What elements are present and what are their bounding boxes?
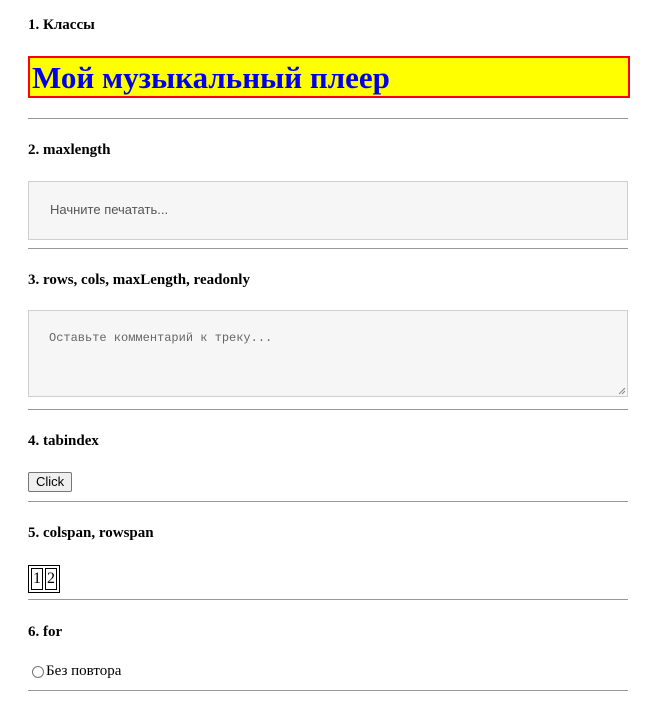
- separator: [28, 409, 628, 410]
- separator: [28, 690, 628, 691]
- separator: [28, 248, 628, 249]
- no-repeat-option[interactable]: [32, 663, 121, 680]
- player-title: Мой музыкальный плеер: [28, 56, 630, 98]
- separator: [28, 599, 628, 600]
- table-row: [31, 568, 57, 590]
- separator: [28, 118, 628, 119]
- textarea-placeholder: Оставьте комментарий к треку...: [49, 331, 273, 345]
- radio-label[interactable]: Без повтора: [46, 663, 122, 679]
- comment-textarea[interactable]: [28, 310, 628, 397]
- radio-button[interactable]: [32, 666, 44, 678]
- heading-maxlength: 2. maxlength: [28, 142, 111, 158]
- heading-colspan: 5. colspan, rowspan: [28, 525, 154, 541]
- maxlength-input[interactable]: [28, 181, 628, 240]
- heading-tabindex: 4. tabindex: [28, 433, 99, 449]
- table-cell: 1: [31, 568, 43, 590]
- heading-textarea: 3. rows, cols, maxLength, readonly: [28, 272, 250, 288]
- heading-for: 6. for: [28, 624, 63, 640]
- input-placeholder: Начните печатать...: [50, 202, 169, 217]
- colspan-table: [28, 565, 60, 593]
- separator: [28, 501, 628, 502]
- resize-grip-icon[interactable]: [618, 387, 626, 395]
- table-cell: 2: [45, 568, 57, 590]
- heading-classes: 1. Классы: [28, 17, 95, 33]
- click-button[interactable]: Click: [28, 472, 72, 492]
